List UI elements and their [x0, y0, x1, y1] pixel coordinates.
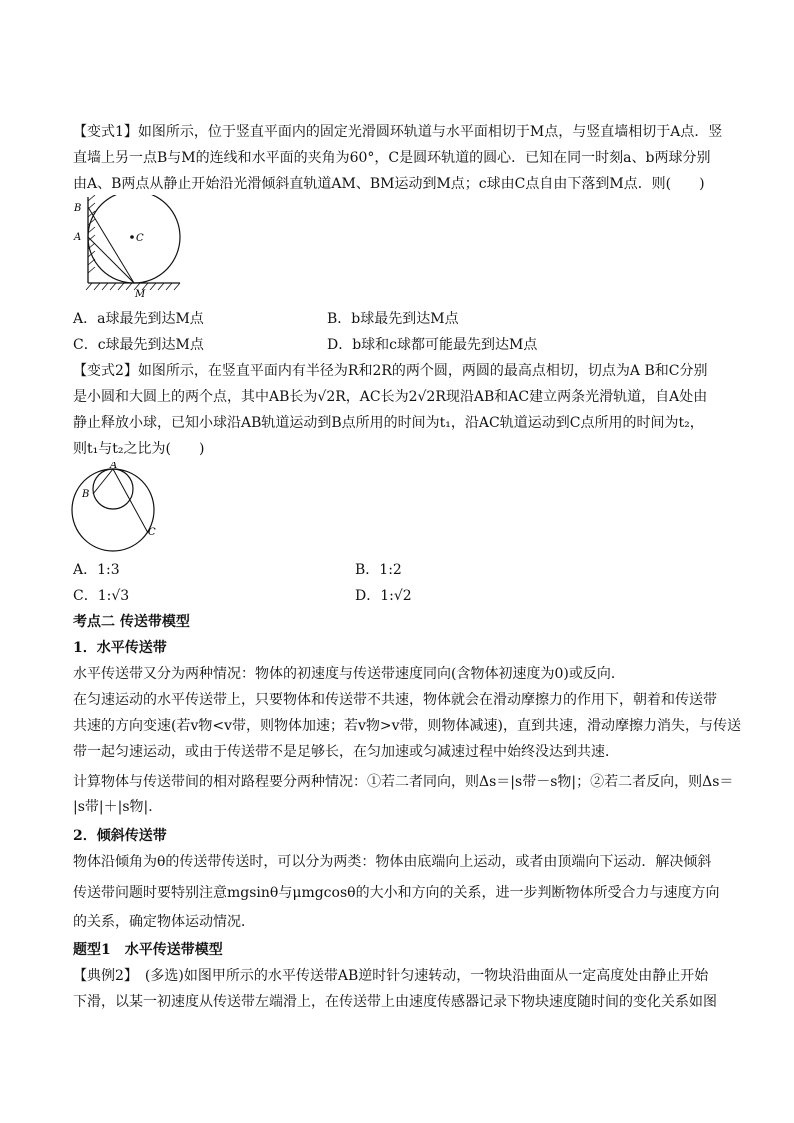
label-B2: B [82, 489, 90, 500]
horizontal-para-3b: |s带|＋|s物|． [73, 799, 163, 815]
variant2-option-d: D．1:√2 [355, 588, 412, 604]
example2-line1: 【典例2】 (多选)如图甲所示的水平传送带AB逆时针匀速转动，一物块沿曲面从一定高度处由静止开始 [73, 968, 709, 984]
variant2-option-a: A．1:3 [73, 562, 120, 578]
variant1-option-b: B．b球最先到达M点 [327, 311, 459, 327]
question-type-heading: 题型1 水平传送带模型 [73, 942, 223, 958]
label-A: A [74, 232, 82, 243]
example2-line2: 下滑，以某一初速度从传送带左端滑上，在传送带上由速度传感器记录下物块速度随时间的变化关系如图 [73, 994, 717, 1010]
horizontal-para-2c: 带一起匀速运动，或由于传送带不是足够长，在匀加速或匀减速过程中始终没达到共速． [73, 744, 619, 760]
variant2-line4: 则t₁与t₂之比为( ) [73, 441, 205, 457]
variant2-line2: 是小圆和大圆上的两个点，其中AB长为√2R，AC长为2√2R现沿AB和AC建立两条光滑轨道，自A处由 [73, 389, 708, 405]
horizontal-para-1: 水平传送带又分为两种情况：物体的初速度与传送带速度同向(含物体初速度为0)或反向． [73, 666, 625, 682]
label-C: C [136, 233, 144, 244]
variant1-line3: 由A、B两点从静止开始沿光滑倾斜直轨道AM、BM运动到M点；c球由C点自由下落到M点．则( ) [73, 176, 705, 192]
variant1-option-d: D．b球和c球都可能最先到达M点 [327, 337, 538, 353]
horizontal-para-2b: 共速的方向变速(若v物<v带，则物体加速；若v物>v带，则物体减速)，直到共速，滑动摩擦力消失，与传送 [73, 718, 742, 734]
subheading-inclined: 2．倾斜传送带 [73, 828, 167, 844]
section-heading-conveyor: 考点二 传送带模型 [73, 614, 190, 630]
label-C2: C [148, 527, 156, 538]
label-M: M [135, 289, 146, 300]
variant2-option-c: C．1:√3 [73, 588, 130, 604]
horizontal-para-2a: 在匀速运动的水平传送带上，只要物体和传送带不共速，物体就会在滑动摩擦力的作用下，朝着和传送带 [73, 692, 717, 708]
variant1-line1: 【变式1】如图所示，位于竖直平面内的固定光滑圆环轨道与水平面相切于M点，与竖直墙相切于A点．竖 [73, 124, 723, 140]
figure-circle-wall [70, 195, 195, 300]
variant2-line3: 静止释放小球，已知小球沿AB轨道运动到B点所用的时间为t₁，沿AC轨道运动到C点所用的时间为t₂， [73, 415, 704, 431]
variant2-line1: 【变式2】如图所示，在竖直平面内有半径为R和2R的两个圆，两圆的最高点相切，切点为A B和C分别 [73, 363, 708, 379]
variant1-option-c: C．c球最先到达M点 [73, 337, 204, 353]
variant1-option-a: A．a球最先到达M点 [73, 311, 204, 327]
figure-two-circles [68, 462, 158, 556]
label-B: B [74, 203, 82, 214]
variant1-line2: 直墙上另一点B与M的连线和水平面的夹角为60°，C是圆环轨道的圆心．已知在同一时刻a、b两球分别 [73, 150, 711, 166]
variant2-option-b: B．1:2 [355, 562, 402, 578]
label-A2: A [110, 462, 118, 471]
inclined-para-2: 传送带问题时要特别注意mgsinθ与μmgcosθ的大小和方向的关系，进一步判断物体所受合力与速度方向 [73, 885, 720, 901]
inclined-para-3: 的关系，确定物体运动情况． [73, 914, 255, 930]
inclined-para-1: 物体沿倾角为θ的传送带传送时，可以分为两类：物体由底端向上运动，或者由顶端向下运动．解决倾斜 [73, 854, 712, 870]
horizontal-para-3a: 计算物体与传送带间的相对路程要分两种情况：①若二者同向，则Δs＝|s带－s物|；②若二者反向，则Δs＝ [73, 774, 734, 790]
subheading-horizontal: 1．水平传送带 [73, 640, 167, 656]
